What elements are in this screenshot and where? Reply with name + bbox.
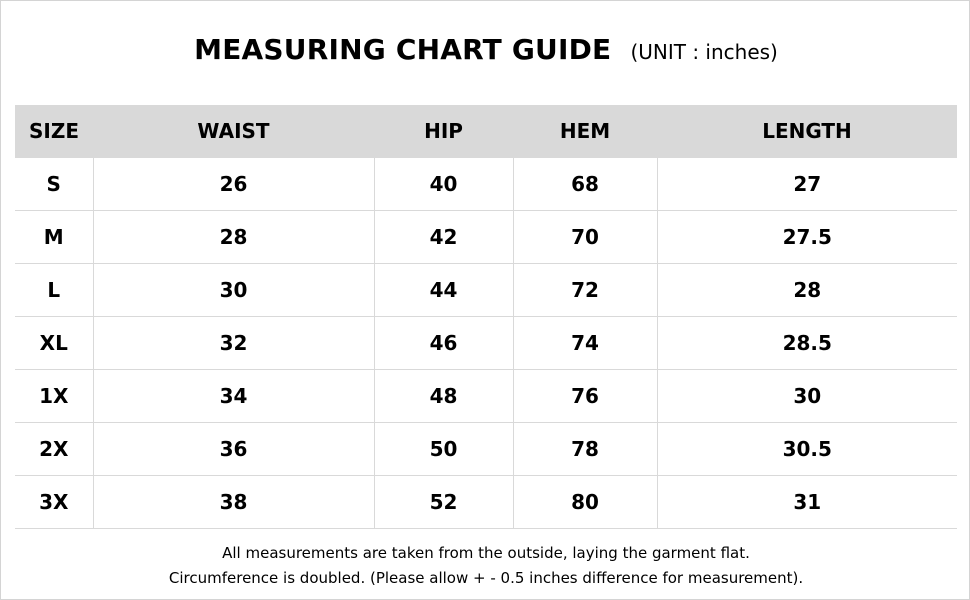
table-row — [15, 211, 957, 264]
cell-hem: 72 — [513, 264, 657, 317]
page-title: MEASURING CHART GUIDE — [194, 33, 612, 66]
header-length: LENGTH — [657, 105, 957, 158]
table-row — [15, 370, 957, 423]
cell-length: 28.5 — [657, 317, 957, 370]
table-row — [15, 423, 957, 476]
cell-size: M — [15, 211, 93, 264]
cell-hip: 40 — [374, 158, 513, 211]
cell-size: S — [15, 158, 93, 211]
cell-waist: 38 — [93, 476, 374, 529]
cell-hem: 70 — [513, 211, 657, 264]
table-row — [15, 158, 957, 211]
cell-size: 3X — [15, 476, 93, 529]
cell-hip: 42 — [374, 211, 513, 264]
cell-waist: 36 — [93, 423, 374, 476]
cell-length: 27 — [657, 158, 957, 211]
cell-size: 1X — [15, 370, 93, 423]
cell-length: 31 — [657, 476, 957, 529]
cell-length: 28 — [657, 264, 957, 317]
table-header-row — [15, 105, 957, 158]
cell-size: XL — [15, 317, 93, 370]
cell-length: 27.5 — [657, 211, 957, 264]
cell-length: 30.5 — [657, 423, 957, 476]
unit-label: (UNIT : inches) — [630, 40, 778, 64]
cell-hem: 76 — [513, 370, 657, 423]
header-size: SIZE — [15, 105, 93, 158]
cell-hip: 44 — [374, 264, 513, 317]
cell-hem: 74 — [513, 317, 657, 370]
cell-waist: 34 — [93, 370, 374, 423]
cell-hip: 46 — [374, 317, 513, 370]
cell-size: L — [15, 264, 93, 317]
cell-waist: 30 — [93, 264, 374, 317]
footer-line-2: Circumference is doubled. (Please allow + - 0.5 inches difference for measurement). — [168, 569, 804, 587]
header-waist: WAIST — [93, 105, 374, 158]
table-row — [15, 476, 957, 529]
header-hem: HEM — [513, 105, 657, 158]
size-table — [15, 105, 957, 529]
cell-waist: 26 — [93, 158, 374, 211]
cell-length: 30 — [657, 370, 957, 423]
cell-hip: 50 — [374, 423, 513, 476]
table-row — [15, 317, 957, 370]
cell-hip: 52 — [374, 476, 513, 529]
title-row — [1, 33, 970, 66]
cell-size: 2X — [15, 423, 93, 476]
cell-waist: 28 — [93, 211, 374, 264]
cell-waist: 32 — [93, 317, 374, 370]
header-hip: HIP — [374, 105, 513, 158]
table-row — [15, 264, 957, 317]
cell-hip: 48 — [374, 370, 513, 423]
cell-hem: 80 — [513, 476, 657, 529]
footer-note — [1, 541, 970, 591]
cell-hem: 68 — [513, 158, 657, 211]
cell-hem: 78 — [513, 423, 657, 476]
footer-line-1: All measurements are taken from the outside, laying the garment flat. — [222, 544, 750, 562]
